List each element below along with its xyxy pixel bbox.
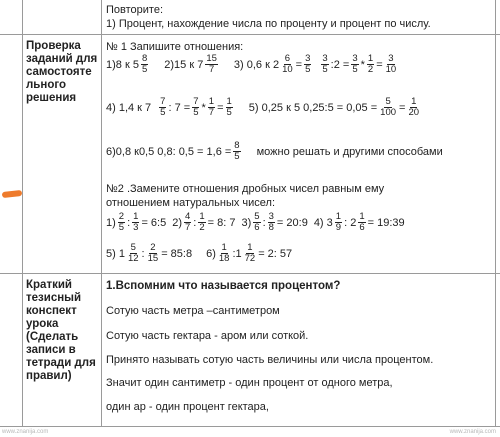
fraction: $\frac{5}{6}$ — [254, 211, 260, 233]
fraction: $\frac{1}{9}$ — [335, 211, 342, 233]
row-divider — [0, 34, 500, 35]
footer-watermark: www.znanija.com — [449, 429, 496, 435]
fraction: $\frac{15}{7}$ — [206, 53, 217, 75]
fraction: $\frac{1}{20}$ — [408, 96, 420, 118]
fraction: $\frac{1}{5}$ — [226, 96, 232, 118]
task2-row1: 1) $\frac{2}{5}$ : $\frac{1}{3}$ = 6:5 2) $\frac{4}{7}$ : $\frac{1}{2}$ = 8: 7 3) $\frac{5}{6}$ : $\frac{3}{8}$ = 20:9 4) 3 $\frac{1}{9}$ : 2 $\frac{1}{6}$ = 19:39 — [106, 211, 405, 233]
check-label: Проверка заданий для самостояте льного решения — [26, 40, 98, 104]
task1-row2: 4) 1,4 к 7 $\frac{7}{5}$ : 7 = $\frac{7}{5}$ * $\frac{1}{7}$ = $\frac{1}{5}$ 5) 0,25 к 5 0,25:5 = 0,05 = $\frac{5}{100}$ = $\frac{1}{20}$ — [106, 96, 420, 118]
row-divider — [0, 273, 500, 274]
task2-title: №2 .Замените отношения дробных чисел равным ему — [106, 183, 385, 195]
summary-title: 1.Вспомним что называется процентом? — [106, 280, 341, 292]
summary-line: один ар - один процент гектара, — [106, 401, 269, 413]
fraction: $\frac{1}{2}$ — [367, 53, 374, 75]
fraction: $\frac{7}{5}$ — [160, 96, 166, 118]
summary-line: Значит один сантиметр - один процент от одного метра, — [106, 377, 393, 389]
footer-watermark: www.znanija.com — [2, 429, 49, 435]
fraction: $\frac{5}{100}$ — [380, 96, 397, 118]
fraction: $\frac{2}{5}$ — [118, 211, 125, 233]
column-divider — [495, 0, 496, 426]
summary-line: Сотую часть гектара - аром или соткой. — [106, 330, 309, 342]
summary-label: Краткий тезисный конспект урока (Сделать записи в тетради для правил) — [26, 279, 96, 382]
fraction: $\frac{3}{8}$ — [268, 211, 274, 233]
fraction: $\frac{5}{12}$ — [127, 242, 139, 264]
fraction: $\frac{1}{2}$ — [199, 211, 205, 233]
fraction: $\frac{1}{18}$ — [218, 242, 230, 264]
fraction: $\frac{4}{7}$ — [185, 211, 191, 233]
task1-row3: 6)0,8 к0,5 0,8: 0,5 = 1,6 = $\frac{8}{5}$ можно решать и другими способами — [106, 140, 443, 162]
fraction: $\frac{3}{5}$ — [352, 53, 358, 75]
fraction: $\frac{1}{7}$ — [208, 96, 215, 118]
fraction: $\frac{2}{15}$ — [147, 242, 159, 264]
task2-row2: 5) 1 $\frac{5}{12}$ : $\frac{2}{15}$ = 85:8 6) $\frac{1}{18}$ :1 $\frac{1}{72}$ = 2: 57 — [106, 242, 293, 264]
fraction: $\frac{1}{72}$ — [244, 242, 256, 264]
fraction: $\frac{3}{5}$ — [322, 53, 328, 75]
fraction: $\frac{3}{5}$ — [305, 53, 311, 75]
fraction: $\frac{7}{5}$ — [193, 96, 199, 118]
task1-title: № 1 Запишите отношения: — [106, 41, 244, 53]
row-divider — [0, 426, 500, 427]
task2-subtitle: отношением натуральных чисел: — [106, 197, 276, 209]
fraction: $\frac{3}{10}$ — [385, 53, 397, 75]
column-divider — [101, 0, 102, 426]
fraction: $\frac{6}{10}$ — [282, 53, 293, 75]
fraction: $\frac{8}{5}$ — [234, 140, 240, 162]
fraction: $\frac{1}{3}$ — [133, 211, 139, 233]
repeat-topic: 1) Процент, нахождение числа по проценту и процент по числу. — [106, 18, 431, 30]
summary-line: Сотую часть метра –сантиметром — [106, 305, 280, 317]
summary-line: Принято называть сотую часть величины или числа процентом. — [106, 354, 434, 366]
repeat-heading: Повторите: — [106, 4, 164, 16]
task1-row1: 1)8 к 5 $\frac{8}{5}$ 2)15 к 7 $\frac{15}{7}$ 3) 0,6 к 2 $\frac{6}{10}$ = $\frac{3}{5}$ $\frac{3}{5}$ :2 = $\frac{3}{5}$ * $\frac{1}{2}$ = $\frac{3}{10}$ — [106, 53, 397, 75]
fraction: $\frac{8}{5}$ — [141, 53, 148, 75]
fraction: $\frac{1}{6}$ — [359, 211, 365, 233]
column-divider — [22, 0, 23, 426]
